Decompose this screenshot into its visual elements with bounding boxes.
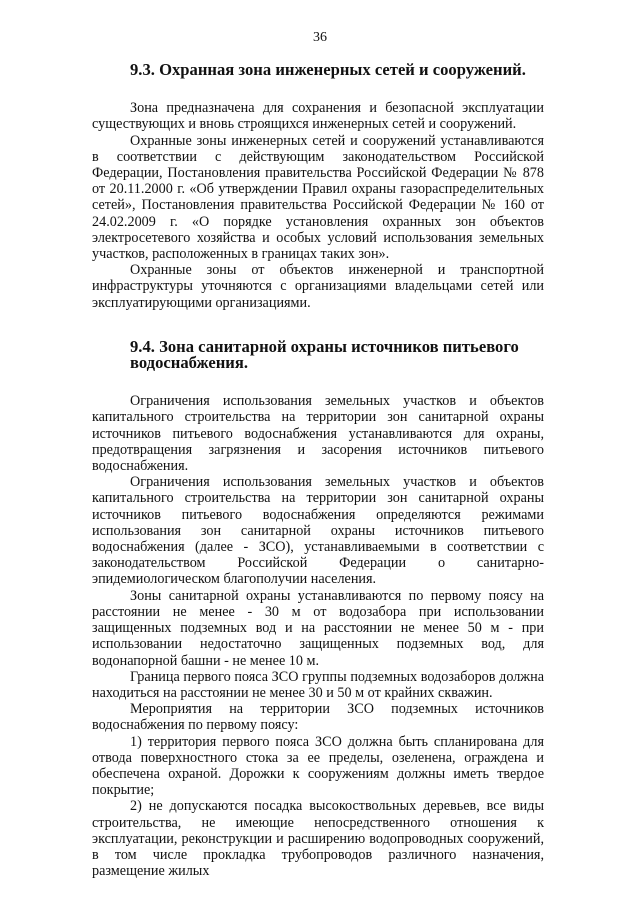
paragraph: Граница первого пояса ЗСО группы подземных водозаборов должна находиться на расстоянии не менее 30 и 50 м от крайних скважин. xyxy=(92,668,544,701)
paragraph: Охранные зоны от объектов инженерной и транспортной инфраструктуры уточняются с организациями владельцами сетей или эксплуатирующими организациями. xyxy=(92,262,544,311)
page-content xyxy=(92,62,544,879)
paragraph: Зоны санитарной охраны устанавливаются по первому поясу на расстоянии не менее - 30 м от водозабора при использовании защищенных подземных вод и на расстоянии не менее 50 м - при использовании недостаточно защищенных подземных вод, для водонапорной башни - не менее 10 м. xyxy=(92,587,544,669)
paragraph: Ограничения использования земельных участков и объектов капитального строительства на территории зон санитарной охраны источников питьевого водоснабжения определяются режимами использования зон санитарной охраны источников питьевого водоснабжения (далее - ЗСО), устанавливаемыми в соответствии с законодательством Российской Федерации о санитарно-эпидемиологическом благополучии населения. xyxy=(92,474,544,588)
list-item: 1) территория первого пояса ЗСО должна быть спланирована для отвода поверхностного стока за ее пределы, озеленена, ограждена и обеспечена охраной. Дорожки к сооружениям должны иметь твердое покрытие; xyxy=(92,733,544,799)
paragraph: Охранные зоны инженерных сетей и сооружений устанавливаются в соответствии с действующим законодательством Российской Федерации, Постановления правительства Российской Федерации № 878 от 20.11.2000 г. «Об утверждении Правил охраны газораспределительных сетей», Постановления правительства Российской Федерации № 160 от 24.02.2009 г. «О порядке установления охранных зон объектов электросетевого хозяйства и особых условий использования земельных участков, расположенных в границах таких зон». xyxy=(92,132,544,263)
paragraph: Мероприятия на территории ЗСО подземных источников водоснабжения по первому поясу: xyxy=(92,701,544,734)
page-number: 36 xyxy=(313,30,327,45)
paragraph: Ограничения использования земельных участков и объектов капитального строительства на территории зон санитарной охраны источников питьевого водоснабжения устанавливаются для охраны, предотвращения загрязнения и засорения источников питьевого водоснабжения. xyxy=(92,393,544,475)
section-heading-9-4: 9.4. Зона санитарной охраны источников питьевого водоснабжения. xyxy=(130,336,519,373)
section-heading-9-3: 9.3. Охранная зона инженерных сетей и сооружений. xyxy=(130,60,526,79)
list-item: 2) не допускаются посадка высокоствольных деревьев, все виды строительства, не имеющие непосредственного отношения к эксплуатации, реконструкции и расширению водопроводных сооружений, в том числе прокладка трубопроводов различного назначения, размещение жилых xyxy=(92,798,544,880)
paragraph: Зона предназначена для сохранения и безопасной эксплуатации существующих и вновь строящихся инженерных сетей и сооружений. xyxy=(92,100,544,133)
